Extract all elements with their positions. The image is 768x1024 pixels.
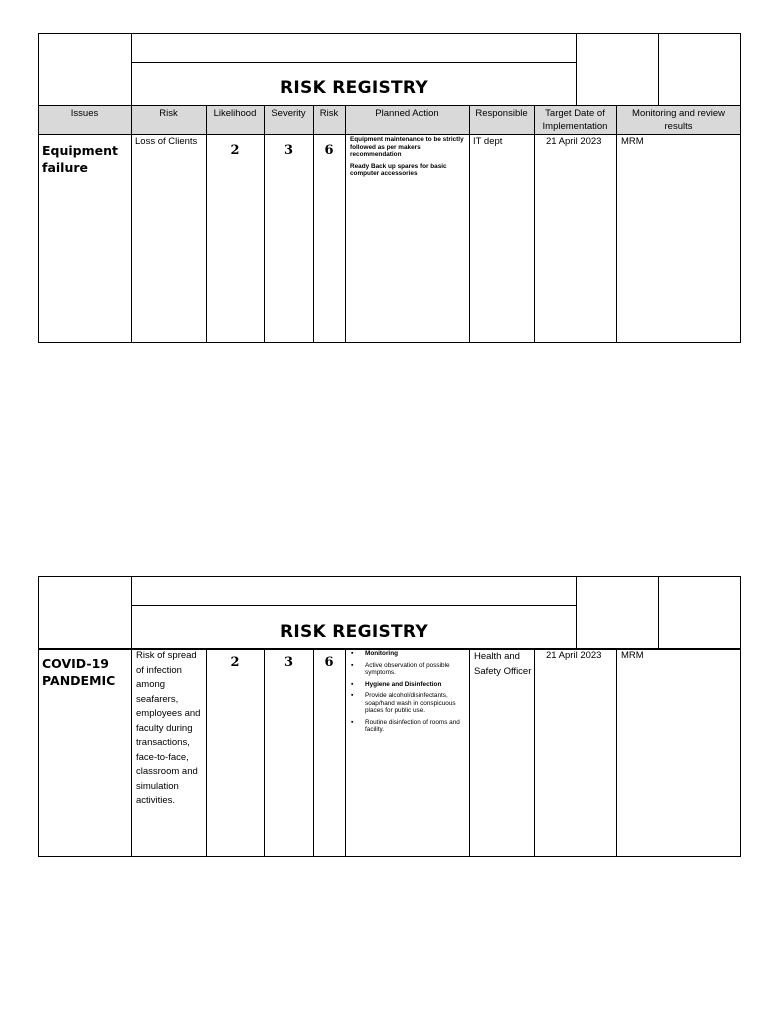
planned-action-item: Equipment maintenance to be strictly followed as per makers recommendation [350,136,464,158]
table1-risk: Loss of Clients [135,136,198,147]
header-likelihood: Likelihood [213,108,257,119]
planned-action-item: Ready Back up spares for basic computer accessories [350,162,447,177]
table1-title: RISK REGISTRY [280,78,428,98]
header-issues: Issues [70,108,99,119]
table1-planned-action [350,136,466,182]
table2-risk: Risk of spread of infection among seafarers, employees and faculty during transactions, face-to-face, classroom and simulation activities. [136,650,201,806]
planned-action-item: ▪ Routine disinfection of rooms and facility. [349,719,467,734]
table2-risk-score: 6 [324,655,334,670]
table1-issue: Equipment failure [42,143,118,175]
header-risk: Risk [159,108,178,119]
planned-action-item: ▪ Active observation of possible symptoms. [349,662,467,677]
header-severity: Severity [271,108,306,119]
table1-monitoring: MRM [621,136,644,147]
table1-likelihood: 2 [230,143,240,158]
header-monitoring: Monitoring and review results [632,108,725,132]
table1-risk-score: 6 [324,143,334,158]
planned-action-item: ▪ Provide alcohol/disinfectants, soap/hand wash in conspicuous places for public use. [349,692,467,715]
header-target-date: Target Date of Implementation [542,108,608,132]
table2-responsible: Health and Safety Officer [474,651,532,677]
planned-action-item: ▪ Hygiene and Disinfection [349,681,467,689]
table2-planned-action [349,650,467,738]
planned-action-item: ▪ Monitoring [349,650,467,658]
table2-target-date: 21 April 2023 [546,650,602,661]
table1-responsible: IT dept [473,136,503,147]
table2-monitoring: MRM [621,650,644,661]
header-planned-action: Planned Action [375,108,439,119]
table2-issue: COVID-19 PANDEMIC [42,656,116,688]
table2-severity: 3 [283,655,294,670]
table2-title: RISK REGISTRY [280,622,428,642]
table2-likelihood: 2 [230,655,240,670]
header-risk-score: Risk [319,108,339,119]
table1-severity: 3 [283,143,294,158]
table1-target-date: 21 April 2023 [546,136,602,147]
header-responsible: Responsible [475,108,528,119]
